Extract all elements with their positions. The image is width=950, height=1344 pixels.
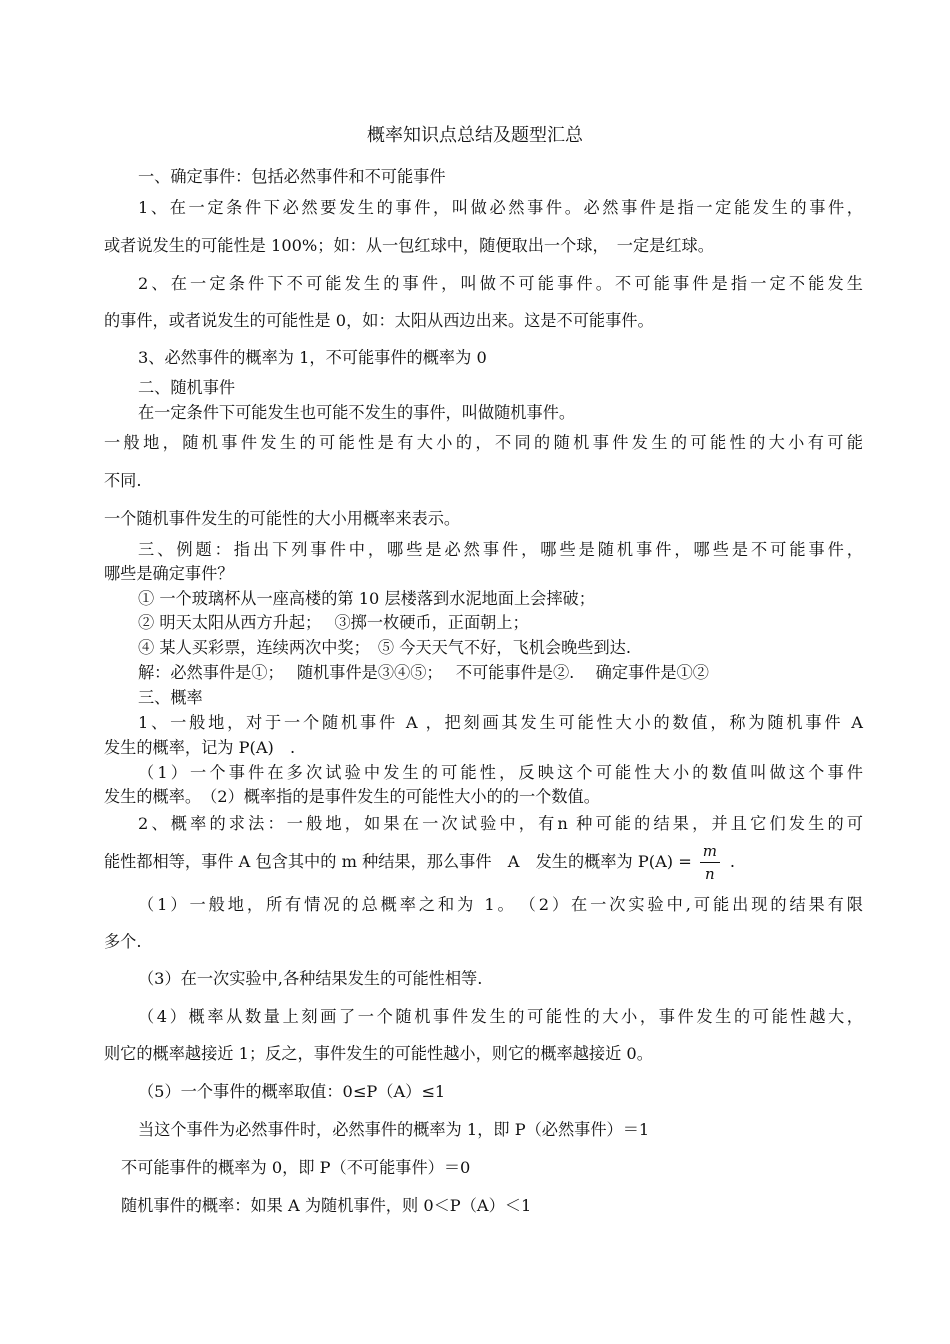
section-heading: 二、随机事件 (138, 378, 236, 397)
paragraph-line: 一个随机事件发生的可能性的大小用概率来表示。 (104, 509, 461, 528)
list-item: ④ 某人买彩票，连续两次中奖； ⑤ 今天天气不好，飞机会晚些到达. (138, 638, 631, 657)
paragraph-text: 能性都相等，事件 A 包含其中的 m 种结果，那么事件 A 发生的概率为 P(A) = (104, 852, 692, 871)
paragraph-line: 或者说发生的可能性是 100%；如：从一包红球中，随便取出一个球， 一定是红球。 (104, 236, 714, 255)
section-heading: 三、例题：指出下列事件中，哪些是必然事件，哪些是随机事件，哪些是不可能事件， (138, 540, 863, 559)
paragraph-line: 2、在一定条件下不可能发生的事件，叫做不可能事件。不可能事件是指一定不能发生 (138, 274, 863, 293)
paragraph-line: 则它的概率越接近 1；反之，事件发生的可能性越小，则它的概率越接近 0。 (104, 1044, 653, 1063)
paragraph-line: 的事件，或者说发生的可能性是 0，如：太阳从西边出来。这是不可能事件。 (104, 311, 654, 330)
paragraph-line: 发生的概率，记为 P(A) . (104, 738, 296, 757)
list-item: ① 一个玻璃杯从一座高楼的第 10 层楼落到水泥地面上会摔破； (138, 589, 595, 608)
paragraph-line: 发生的概率。 （2）概率指的是事件发生的可能性大小的的一个数值。 (104, 787, 600, 806)
paragraph-line: 多个. (104, 932, 142, 951)
paragraph-line: 哪些是确定事件？ (104, 564, 234, 583)
paragraph-line: 在一定条件下可能发生也可能不发生的事件，叫做随机事件。 (138, 403, 576, 422)
period: . (729, 852, 735, 871)
paragraph-line: （4）概率从数量上刻画了一个随机事件发生的可能性的大小，事件发生的可能性越大， (138, 1007, 863, 1026)
paragraph-line: （1）一个事件在多次试验中发生的可能性，反映这个可能性大小的数值叫做这个事件 (138, 763, 863, 782)
paragraph-line: 当这个事件为必然事件时，必然事件的概率为 1，即 P（必然事件）＝1 (138, 1120, 650, 1139)
paragraph-line: 不同. (104, 471, 142, 490)
paragraph-line: 随机事件的概率：如果 A 为随机事件，则 0＜P（A）＜1 (121, 1196, 532, 1215)
fraction-denominator: n (704, 864, 715, 883)
section-heading: 一、确定事件：包括必然事件和不可能事件 (138, 167, 446, 186)
paragraph-line: （1）一般地，所有情况的总概率之和为 1。 （2）在一次实验中,可能出现的结果有限 (138, 895, 863, 914)
page-title: 概率知识点总结及题型汇总 (367, 125, 583, 146)
paragraph-line: 不可能事件的概率为 0，即 P（不可能事件）＝0 (121, 1158, 471, 1177)
answer-line: 解：必然事件是①； 随机事件是③④⑤； 不可能事件是②. 确定事件是①② (138, 663, 709, 682)
list-item: ② 明天太阳从西方升起； ③掷一枚硬币，正面朝上； (138, 613, 529, 632)
paragraph-line: 2、概率的求法：一般地，如果在一次试验中，有n 种可能的结果，并且它们发生的可 (138, 814, 863, 833)
paragraph-line: （5）一个事件的概率取值：0≤P（A）≤1 (138, 1082, 446, 1101)
paragraph-line: 3、必然事件的概率为 1，不可能事件的概率为 0 (138, 348, 487, 367)
fraction-bar (700, 862, 720, 863)
fraction-m-over-n (700, 842, 720, 883)
formula-line (104, 838, 864, 886)
paragraph-line: 一般地，随机事件发生的可能性是有大小的，不同的随机事件发生的可能性的大小有可能 (104, 433, 863, 452)
paragraph-line: 1、在一定条件下必然要发生的事件，叫做必然事件。必然事件是指一定能发生的事件， (138, 198, 863, 217)
fraction-numerator: m (702, 841, 717, 860)
paragraph-line: （3）在一次实验中,各种结果发生的可能性相等. (138, 969, 483, 988)
paragraph-line: 1、一般地，对于一个随机事件 A ，把刻画其发生可能性大小的数值，称为随机事件 A (138, 713, 863, 732)
section-heading: 三、概率 (138, 688, 203, 707)
